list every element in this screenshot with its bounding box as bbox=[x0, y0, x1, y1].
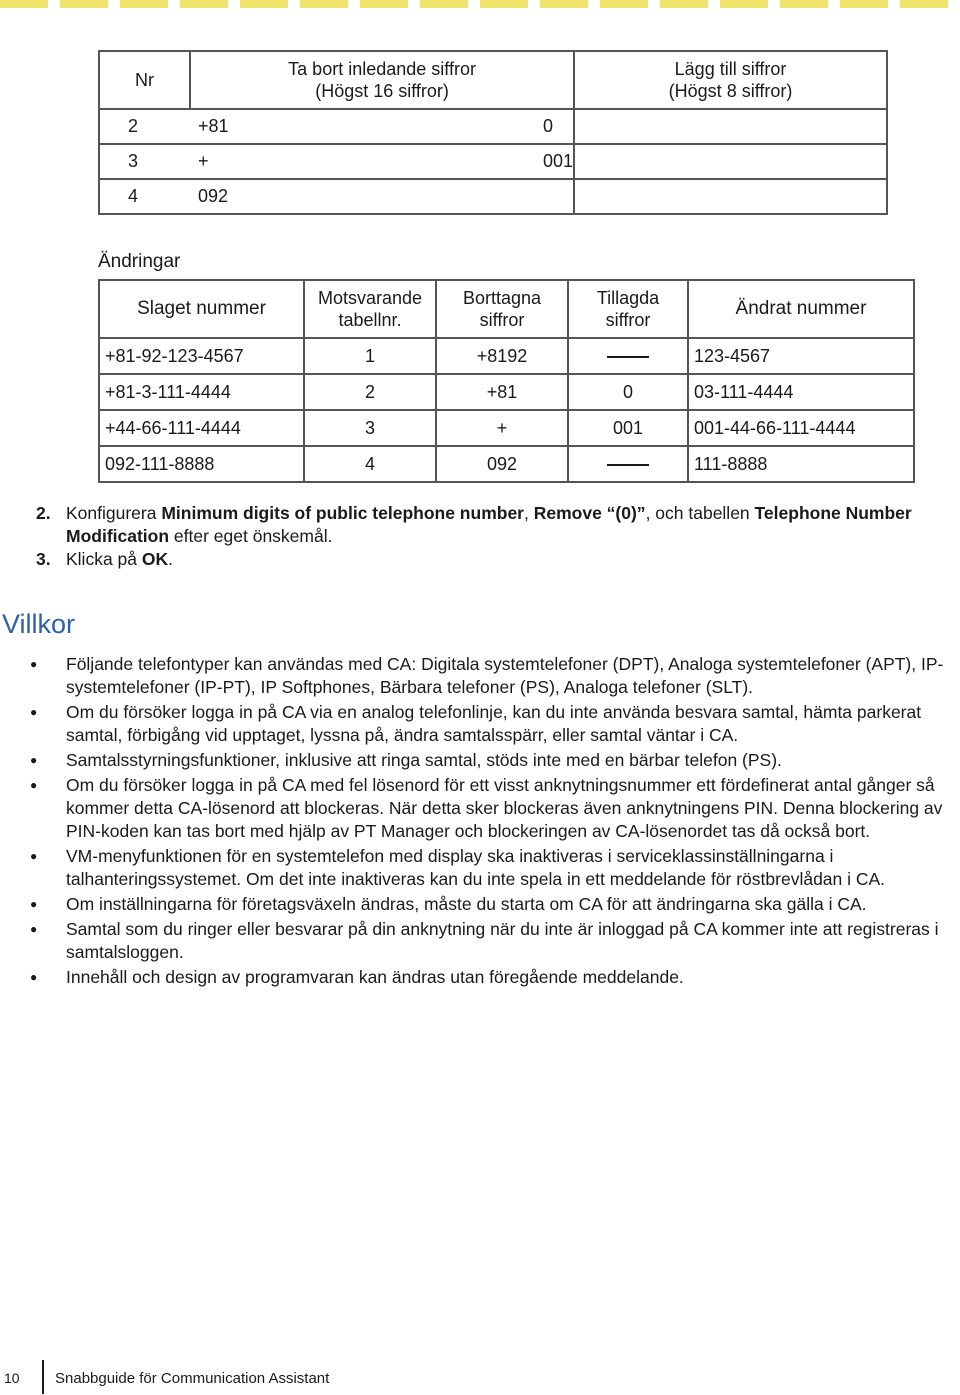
changes-label: Ändringar bbox=[98, 251, 181, 272]
table-header-row bbox=[99, 280, 914, 338]
cell-modified: 001-44-66-111-4444 bbox=[688, 410, 914, 446]
header-dialed: Slaget nummer bbox=[99, 280, 304, 338]
cell-dialed: +44-66-111-4444 bbox=[99, 410, 304, 446]
step-text-part: . bbox=[168, 549, 173, 569]
list-item-text: Om du försöker logga in på CA via en analog telefonlinje, kan du inte använda besvara samtal, hämta parkerat samtal, förbigång vid upptaget, lyssna på, ändra samtalsspärr, eller samtal väntar i CA. bbox=[66, 702, 922, 745]
cell-added bbox=[568, 446, 688, 482]
cell-remove: 092 bbox=[198, 186, 229, 206]
cell-modified: 03-111-4444 bbox=[688, 374, 914, 410]
header-added bbox=[568, 280, 688, 338]
step-text bbox=[66, 502, 936, 548]
dash-mark bbox=[607, 464, 649, 466]
table-row bbox=[99, 109, 887, 144]
steps-list bbox=[36, 502, 936, 571]
ok-label: OK bbox=[141, 549, 169, 569]
step-number: 2. bbox=[36, 503, 51, 523]
conditions-heading: Villkor bbox=[2, 609, 76, 639]
header-table-no-line2: tabellnr. bbox=[338, 310, 402, 330]
list-item bbox=[30, 845, 958, 891]
digit-removal-table bbox=[98, 50, 888, 215]
conditions-list bbox=[30, 653, 958, 991]
bullet-icon: ● bbox=[30, 849, 38, 863]
cell-removed: 092 bbox=[436, 446, 568, 482]
list-item-text: Följande telefontyper kan användas med CA: Digitala systemtelefoner (DPT), Analoga systemtelefoner (APT), IP-systemtelefoner (IP-PT), IP Softphones, Bärbara telefoner (PS), Analoga telefoner (SLT). bbox=[66, 654, 944, 697]
cell-added: 001 bbox=[568, 410, 688, 446]
cell-table-no: 4 bbox=[304, 446, 436, 482]
number-modification-table bbox=[98, 279, 915, 483]
table-header-row bbox=[99, 51, 887, 109]
cell-removed: + bbox=[436, 410, 568, 446]
step-text-part: Konfigurera bbox=[66, 503, 162, 523]
table-cell-empty bbox=[574, 144, 887, 179]
list-item bbox=[30, 966, 958, 989]
step-3 bbox=[36, 548, 936, 571]
cell-modified: 111-8888 bbox=[688, 446, 914, 482]
header-remove bbox=[190, 51, 574, 109]
cell-add: 001 bbox=[543, 151, 574, 171]
table-row bbox=[99, 410, 914, 446]
list-item-text: Om du försöker logga in på CA med fel lösenord för ett visst anknytningsnummer ett fördefinerat antal gånger så kommer detta CA-lösenord att blockeras. När detta sker blockeras även anknytningens PIN. Denna blockering av PIN-koden kan tas bort med hjälp av PT Manager och blockeringen av CA-lösenordet tas då också bort. bbox=[66, 775, 943, 841]
footer-title: Snabbguide för Communication Assistant bbox=[55, 1370, 330, 1387]
cell-add: 0 bbox=[543, 116, 554, 136]
step-2 bbox=[36, 502, 936, 548]
dash-mark bbox=[607, 356, 649, 358]
header-nr: Nr bbox=[99, 51, 190, 109]
step-text-part: , och tabellen bbox=[645, 503, 755, 523]
table-cell bbox=[99, 144, 574, 179]
header-modified: Ändrat nummer bbox=[688, 280, 914, 338]
cell-modified: 123-4567 bbox=[688, 338, 914, 374]
list-item bbox=[30, 701, 958, 747]
list-item bbox=[30, 653, 958, 699]
cell-added: 0 bbox=[568, 374, 688, 410]
table-row bbox=[99, 446, 914, 482]
cell-remove: +81 bbox=[198, 116, 229, 136]
step-text-part: efter eget önskemål. bbox=[169, 526, 333, 546]
cell-added bbox=[568, 338, 688, 374]
header-added-line1: Tillagda bbox=[596, 288, 660, 308]
step-text bbox=[66, 548, 936, 571]
setting-name: Remove “(0)” bbox=[533, 503, 646, 523]
header-add-line2: (Högst 8 siffror) bbox=[668, 81, 793, 101]
bullet-icon: ● bbox=[30, 753, 38, 767]
list-item-text: VM-menyfunktionen för en systemtelefon med display ska inaktiveras i serviceklassinställningarna i talhanteringssystemet. Om det inte inaktiveras kan du inte spela in ett meddelande för röstbrevlådan i CA. bbox=[66, 846, 886, 889]
cell-nr: 4 bbox=[128, 186, 139, 206]
bullet-icon: ● bbox=[30, 778, 38, 792]
cell-dialed: 092-111-8888 bbox=[99, 446, 304, 482]
list-item-text: Om inställningarna för företagsväxeln ändras, måste du starta om CA för att ändringarna ska gälla i CA. bbox=[66, 894, 867, 914]
header-add bbox=[574, 51, 887, 109]
header-table-no-line1: Motsvarande bbox=[317, 288, 423, 308]
list-item bbox=[30, 893, 958, 916]
bullet-icon: ● bbox=[30, 705, 38, 719]
bullet-icon: ● bbox=[30, 970, 38, 984]
setting-name: Minimum digits of public telephone number bbox=[161, 503, 524, 523]
list-item-text: Innehåll och design av programvaran kan ändras utan föregående meddelande. bbox=[66, 967, 684, 987]
bullet-icon: ● bbox=[30, 897, 38, 911]
setting-name: Telephone Number Modification bbox=[66, 503, 912, 546]
bullet-icon: ● bbox=[30, 922, 38, 936]
header-removed-line2: siffror bbox=[479, 310, 525, 330]
cell-dialed: +81-92-123-4567 bbox=[99, 338, 304, 374]
cell-removed: +81 bbox=[436, 374, 568, 410]
table-row bbox=[99, 374, 914, 410]
list-item bbox=[30, 918, 958, 964]
cell-dialed: +81-3-111-4444 bbox=[99, 374, 304, 410]
header-table-no bbox=[304, 280, 436, 338]
step-text-part: Klicka på bbox=[66, 549, 142, 569]
cell-remove: + bbox=[198, 151, 209, 171]
header-add-line1: Lägg till siffror bbox=[674, 59, 787, 79]
bullet-icon: ● bbox=[30, 657, 38, 671]
page-number: 10 bbox=[4, 1370, 20, 1386]
header-removed-line1: Borttagna bbox=[462, 288, 542, 308]
step-number: 3. bbox=[36, 549, 51, 569]
list-item-text: Samtal som du ringer eller besvarar på din anknytning när du inte är inloggad på CA kommer inte att registreras i samtalsloggen. bbox=[66, 919, 939, 962]
cell-table-no: 2 bbox=[304, 374, 436, 410]
cell-table-no: 1 bbox=[304, 338, 436, 374]
table-cell bbox=[99, 179, 574, 214]
header-remove-line2: (Högst 16 siffror) bbox=[315, 81, 449, 101]
list-item-text: Samtalsstyrningsfunktioner, inklusive att ringa samtal, stöds inte med en bärbar telefon (PS). bbox=[66, 750, 782, 770]
cell-nr: 3 bbox=[128, 151, 139, 171]
table-cell bbox=[99, 109, 574, 144]
cell-nr: 2 bbox=[128, 116, 139, 136]
table-row bbox=[99, 338, 914, 374]
header-added-line2: siffror bbox=[605, 310, 651, 330]
header-removed bbox=[436, 280, 568, 338]
list-item bbox=[30, 774, 958, 843]
cell-removed: +8192 bbox=[436, 338, 568, 374]
top-decorative-bar bbox=[0, 0, 960, 8]
table-row bbox=[99, 179, 887, 214]
table-cell-empty bbox=[574, 109, 887, 144]
footer-divider bbox=[42, 1360, 44, 1394]
list-item bbox=[30, 749, 958, 772]
table-row bbox=[99, 144, 887, 179]
header-remove-line1: Ta bort inledande siffror bbox=[288, 59, 476, 79]
table-cell-empty bbox=[574, 179, 887, 214]
step-text-part: , bbox=[523, 503, 534, 523]
cell-table-no: 3 bbox=[304, 410, 436, 446]
